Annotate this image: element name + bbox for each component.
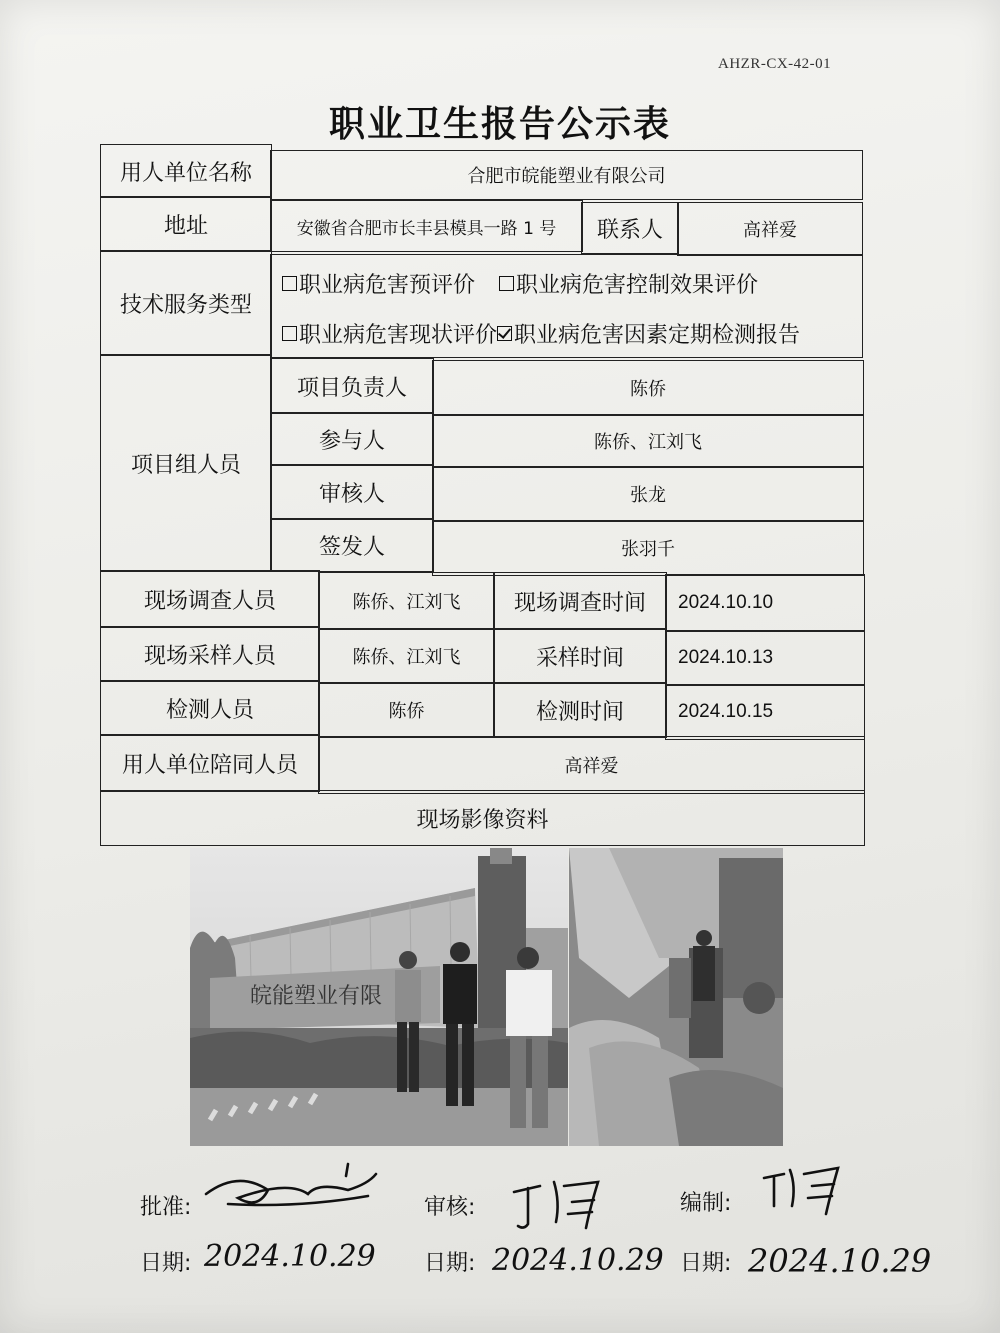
service-row-1 (282, 268, 758, 299)
team-name-issuer: 张羽千 (432, 520, 864, 576)
option-status-evaluation: 职业病危害现状评价 (299, 323, 498, 348)
document-title: 职业卫生报告公示表 (328, 104, 671, 145)
testing-label: 检测人员 (100, 680, 320, 736)
checkbox-periodic-detection (497, 326, 512, 341)
site-photo-entrance (190, 848, 568, 1146)
sampling-people: 陈侨、江刘飞 (318, 628, 495, 684)
testing-time-label: 检测时间 (493, 682, 667, 738)
address-label: 地址 (100, 196, 272, 252)
sampling-date: 2024.10.13 (665, 630, 865, 686)
compiler-signature (756, 1156, 866, 1226)
checkbox-pre-evaluation (282, 276, 297, 291)
team-role-reviewer: 审核人 (270, 464, 434, 520)
site-photo-workshop-image (569, 848, 783, 1146)
checkbox-status-evaluation (282, 326, 297, 341)
team-label: 项目组人员 (100, 354, 272, 572)
sampling-label: 现场采样人员 (100, 626, 320, 682)
contact-label: 联系人 (581, 202, 679, 254)
team-name-reviewer: 张龙 (432, 466, 864, 522)
review-date-label: 日期: (424, 1251, 476, 1276)
photo-sign-text: 皖能塑业有限 (250, 984, 383, 1009)
team-role-issuer: 签发人 (270, 518, 434, 572)
testing-people: 陈侨 (318, 682, 495, 738)
option-pre-evaluation: 职业病危害预评价 (299, 273, 476, 298)
option-control-effect: 职业病危害控制效果评价 (516, 273, 759, 298)
checkbox-control-effect (499, 276, 514, 291)
employer-value: 合肥市皖能塑业有限公司 (270, 150, 863, 200)
review-date-written (488, 1228, 673, 1286)
team-role-participant: 参与人 (270, 412, 434, 466)
address-value: 安徽省合肥市长丰县模具一路 1 号 (270, 200, 583, 252)
approve-label: 批准: (140, 1195, 192, 1220)
document-code: AHZR-CX-42-01 (718, 56, 832, 72)
option-periodic-detection: 职业病危害因素定期检测报告 (514, 323, 801, 348)
contact-value: 高祥爱 (677, 202, 863, 256)
team-role-leader: 项目负责人 (270, 358, 434, 414)
survey-time-label: 现场调查时间 (493, 572, 667, 630)
team-name-leader: 陈侨 (432, 360, 864, 416)
service-row-2 (282, 318, 800, 349)
approver-signature (198, 1160, 388, 1230)
sampling-time-label: 采样时间 (493, 628, 667, 684)
compile-date-text: 2024.10.29 (748, 1242, 932, 1280)
approve-date-written (200, 1226, 380, 1282)
compile-label: 编制: (680, 1191, 732, 1216)
escort-value: 高祥爱 (318, 736, 865, 794)
approve-date-text: 2024.10.29 (204, 1239, 376, 1274)
approve-date-label: 日期: (140, 1251, 192, 1276)
compile-date-written (744, 1228, 944, 1288)
survey-date: 2024.10.10 (665, 574, 865, 632)
employer-label: 用人单位名称 (100, 144, 272, 198)
review-label: 审核: (424, 1195, 476, 1220)
escort-label: 用人单位陪同人员 (100, 734, 320, 792)
survey-people: 陈侨、江刘飞 (318, 572, 495, 630)
testing-date: 2024.10.15 (665, 684, 865, 740)
service-label: 技术服务类型 (100, 250, 272, 356)
review-date-text: 2024.10.29 (492, 1243, 664, 1278)
site-photo-workshop (569, 848, 783, 1146)
compile-date-label: 日期: (680, 1251, 732, 1276)
images-header: 现场影像资料 (100, 790, 865, 846)
team-name-participant: 陈侨、江刘飞 (432, 414, 864, 468)
site-photo-entrance-image (190, 848, 568, 1146)
survey-label: 现场调查人员 (100, 570, 320, 628)
